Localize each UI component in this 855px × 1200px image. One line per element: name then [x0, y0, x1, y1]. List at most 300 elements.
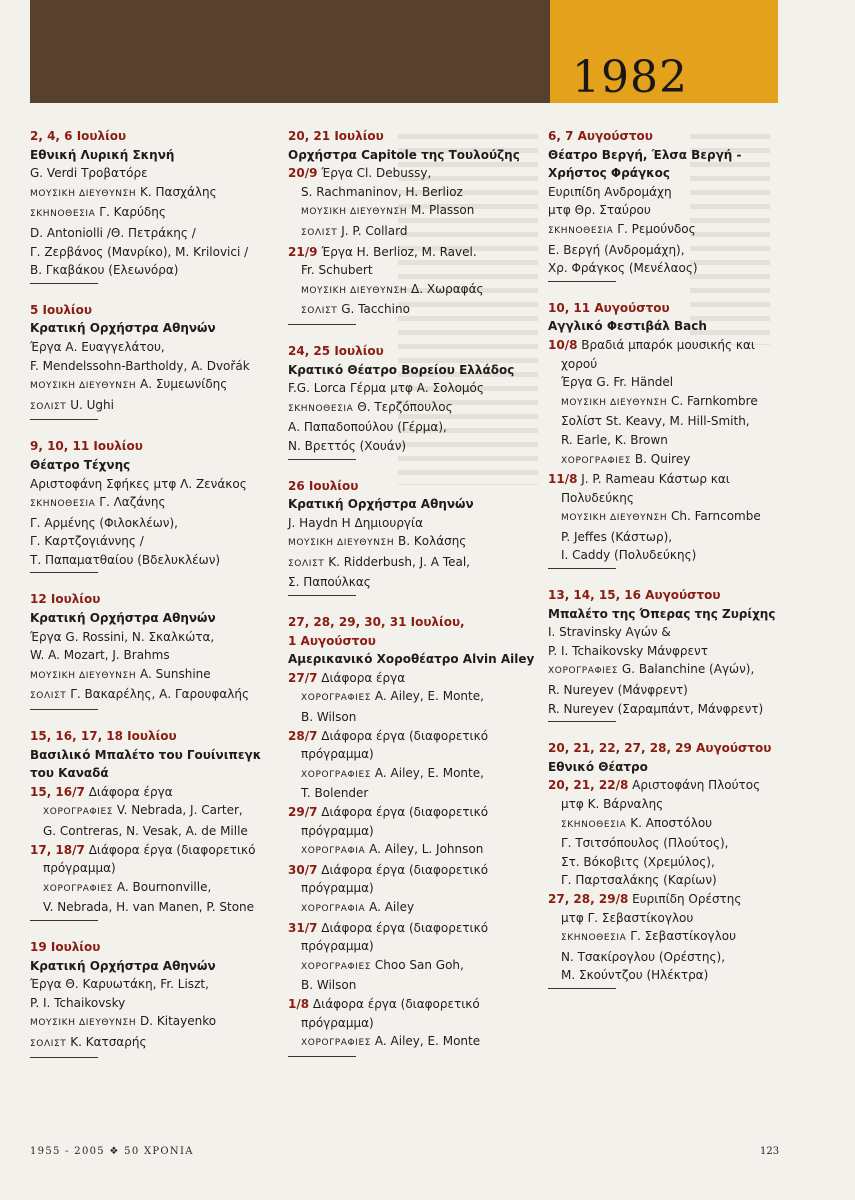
event-detail-line [30, 396, 292, 417]
event-detail-line [288, 201, 550, 222]
event-detail-line [30, 975, 292, 994]
event-detail-line [288, 573, 550, 592]
credit-text: M. Plasson [411, 203, 475, 218]
event-divider [30, 283, 98, 284]
credit-text: F.G. Lorca Γέρμα μτφ Α. Σολομός [288, 381, 484, 396]
credit-text: μτφ Κ. Βάρναλης [561, 797, 664, 811]
performance-date: 30/7 [288, 862, 318, 877]
credit-role-label: ΣΟΛΙΣΤ [301, 227, 338, 238]
credit-text: P. I. Tchaikovsky [30, 995, 126, 1010]
event-detail-line [548, 927, 810, 948]
event-title: Θέατρο Βεργή, Έλσα Βεργή - [548, 147, 742, 162]
event-detail-line [548, 660, 810, 681]
event-entry [30, 437, 292, 573]
credit-text: πρόγραμμα) [301, 939, 374, 954]
credit-text: Σ. Παπούλκας [288, 575, 371, 590]
event-title: Εθνική Λυρική Σκηνή [30, 147, 175, 162]
credit-role-label: ΣΚΗΝΟΘΕΣΙΑ [561, 933, 627, 944]
event-detail-line [548, 853, 810, 872]
credit-text: V. Nebrada, H. van Manen, P. Stone [43, 900, 255, 915]
credit-text: Σολίστ St. Keavy, M. Hill-Smith, [561, 414, 750, 429]
credit-role-label: ΧΟΡΟΓΡΑΦΙΕΣ [548, 666, 619, 677]
column-2 [288, 127, 550, 1074]
event-detail-line [288, 261, 550, 280]
event-detail-line [548, 546, 810, 565]
credit-text: Κ. Κατσαρής [70, 1034, 147, 1049]
performance-date: 10/8 [548, 337, 578, 352]
event-detail-line [548, 392, 810, 413]
credit-text: R. Nureyev (Σαραμπάντ, Μάνφρεντ) [548, 701, 764, 716]
credit-text: Έργα Θ. Καρυωτάκη, Fr. Liszt, [30, 977, 209, 992]
event-detail-line [548, 431, 810, 450]
event-detail-line [288, 784, 550, 803]
event-detail-line [288, 280, 550, 301]
event-detail-line [30, 859, 292, 878]
credit-text: I. Caddy (Πολυδεύκης) [561, 548, 697, 563]
event-detail-line [548, 814, 810, 835]
event-detail-line [548, 183, 810, 202]
event-detail-line [288, 379, 550, 398]
event-divider [548, 988, 616, 989]
event-detail-line [30, 243, 292, 262]
credit-text: μτφ Γ. Σεβαστίκογλου [561, 910, 694, 925]
event-entry [30, 301, 292, 421]
event-detail-line [288, 553, 550, 574]
event-date: 12 Ιουλίου [30, 592, 101, 607]
credit-role-label: ΧΟΡΟΓΡΑΦΙΕΣ [43, 883, 114, 894]
credit-text: J. Haydn Η Δημιουργία [288, 515, 424, 530]
credit-text: A. Ailey, E. Monte, [374, 689, 484, 704]
event-title: Θέατρο Τέχνης [30, 457, 131, 472]
credit-text: Διάφορα έργα (διαφορετικό [321, 920, 489, 935]
event-divider [30, 709, 98, 710]
credit-text: R. Nureyev (Μάνφρεντ) [548, 683, 688, 698]
event-detail-line [288, 879, 550, 898]
event-detail-line [30, 164, 292, 183]
event-detail-line [30, 224, 292, 243]
event-divider [548, 721, 616, 722]
credit-text: χορού [561, 356, 598, 371]
credit-role-label: ΧΟΡΟΓΡΑΦΙΑ [301, 903, 366, 914]
event-detail-line [548, 909, 810, 928]
credit-text: Choo San Goh, [374, 957, 464, 972]
event-title: Αμερικανικό Χοροθέατρο Alvin Ailey [288, 652, 535, 667]
event-date: 5 Ιουλίου [30, 302, 92, 317]
performance-date: 20, 21, 22/8 [548, 778, 629, 793]
event-detail-line [548, 642, 810, 661]
credit-text: S. Rachmaninov, H. Berlioz [301, 184, 463, 199]
credit-role-label: ΜΟΥΣΙΚΗ ΔΙΕΥΘΥΝΣΗ [561, 513, 668, 524]
event-detail-line [30, 646, 292, 665]
event-detail-line [548, 201, 810, 220]
event-entry [30, 938, 292, 1058]
event-title: Κρατική Ορχήστρα Αθηνών [30, 958, 216, 973]
event-detail-line [548, 220, 810, 241]
event-detail-line [30, 551, 292, 570]
event-detail-line [30, 514, 292, 533]
event-entry [30, 127, 292, 284]
credit-text: F. Mendelssohn-Bartholdy, A. Dvořák [30, 358, 250, 373]
performance-date: 17, 18/7 [30, 842, 85, 857]
event-detail-line [30, 357, 292, 376]
credit-text: Μ. Σκούντζου (Ηλέκτρα) [561, 968, 709, 983]
event-title: Κρατική Ορχήστρα Αθηνών [30, 321, 216, 336]
credit-text: Θ. Τερζόπουλος [357, 399, 453, 414]
credit-role-label: ΜΟΥΣΙΚΗ ΔΙΕΥΘΥΝΣΗ [301, 207, 408, 218]
event-detail-line [30, 783, 292, 802]
event-divider [30, 920, 98, 921]
event-date: 13, 14, 15, 16 Αυγούστου [548, 588, 721, 603]
credit-text: Διάφορα έργα (διαφορετικό [312, 996, 480, 1011]
event-detail-line [30, 841, 292, 860]
credit-role-label: ΧΟΡΟΓΡΑΦΙΕΣ [561, 455, 632, 466]
credit-text: Χρ. Φράγκος (Μενέλαος) [548, 261, 698, 276]
event-detail-line [548, 336, 810, 355]
event-detail-line [548, 871, 810, 890]
credit-text: D. Kitayenko [140, 1014, 217, 1029]
credit-text: Γ. Βακαρέλης, Α. Γαρουφαλής [70, 687, 250, 702]
event-detail-line [288, 418, 550, 437]
event-detail-line [30, 183, 292, 204]
credit-role-label: ΧΟΡΟΓΡΑΦΙΕΣ [301, 1038, 372, 1049]
event-divider [30, 1057, 98, 1058]
credit-text: R. Earle, K. Brown [561, 432, 668, 447]
event-detail-line [548, 681, 810, 700]
event-detail-line [548, 966, 810, 985]
event-detail-line [30, 628, 292, 647]
credit-text: I. Stravinsky Αγών & [548, 625, 671, 640]
performance-date: 21/9 [288, 244, 318, 259]
event-detail-line [288, 669, 550, 688]
event-detail-line [288, 995, 550, 1014]
credit-text: A. Ailey, L. Johnson [369, 842, 484, 857]
event-date: 24, 25 Ιουλίου [288, 343, 384, 358]
performance-date: 28/7 [288, 728, 318, 743]
credit-text: μτφ Θρ. Σταύρου [548, 203, 651, 218]
credit-role-label: ΧΟΡΟΓΡΑΦΙΑ [301, 846, 366, 857]
event-detail-line [548, 700, 810, 719]
event-detail-line [288, 1014, 550, 1033]
credit-text: G. Balanchine (Αγών), [621, 662, 755, 677]
event-detail-line [30, 801, 292, 822]
credit-role-label: ΣΟΛΙΣΤ [30, 691, 67, 702]
credit-text: Γ. Ρεμούνδος [617, 221, 696, 236]
event-divider [548, 281, 616, 282]
event-detail-line [288, 708, 550, 727]
event-date: 27, 28, 29, 30, 31 Ιουλίου, [288, 615, 465, 630]
event-detail-line [288, 745, 550, 764]
credit-text: Α. Παπαδοπούλου (Γέρμα), [288, 420, 447, 435]
credit-text: J. P. Collard [341, 223, 408, 238]
event-title: Εθνικό Θέατρο [548, 759, 648, 774]
event-entry [288, 127, 550, 325]
event-detail-line [288, 243, 550, 262]
event-detail-line [548, 623, 810, 642]
event-date: 15, 16, 17, 18 Ιουλίου [30, 729, 177, 744]
event-detail-line [30, 493, 292, 514]
credit-text: B. Quirey [634, 451, 691, 466]
event-detail-line [30, 898, 292, 917]
performance-date: 20/9 [288, 166, 318, 181]
credit-role-label: ΜΟΥΣΙΚΗ ΔΙΕΥΘΥΝΣΗ [288, 538, 395, 549]
credit-text: Διάφορα έργα [321, 670, 406, 685]
event-date: 10, 11 Αυγούστου [548, 300, 670, 315]
event-title: Αγγλικό Φεστιβάλ Bach [548, 319, 707, 334]
credit-text: P. Jeffes (Κάστωρ), [561, 529, 673, 544]
credit-role-label: ΣΟΛΙΣΤ [30, 401, 67, 412]
event-detail-line [288, 898, 550, 919]
event-detail-line [548, 489, 810, 508]
event-detail-line [288, 687, 550, 708]
credit-text: πρόγραμμα) [301, 1015, 374, 1030]
credit-text: B. Wilson [301, 710, 357, 725]
credit-role-label: ΜΟΥΣΙΚΗ ΔΙΕΥΘΥΝΣΗ [30, 188, 137, 199]
event-detail-line [288, 976, 550, 995]
credit-role-label: ΣΚΗΝΟΘΕΣΙΑ [561, 819, 627, 830]
credit-role-label: ΧΟΡΟΓΡΑΦΙΕΣ [301, 961, 372, 972]
credit-text: B. Wilson [301, 978, 357, 993]
event-detail-line [288, 861, 550, 880]
performance-date: 11/8 [548, 472, 578, 487]
event-detail-line [30, 261, 292, 280]
credit-role-label: ΜΟΥΣΙΚΗ ΔΙΕΥΘΥΝΣΗ [301, 285, 408, 296]
event-entry [548, 127, 810, 282]
credit-text: Διάφορα έργα (διαφορετικό [321, 862, 489, 877]
credit-role-label: ΜΟΥΣΙΚΗ ΔΙΕΥΘΥΝΣΗ [561, 397, 668, 408]
event-entry [30, 727, 292, 921]
credit-text: G. Contreras, N. Vesak, A. de Mille [43, 824, 248, 838]
credit-text: A. Bournonville, [116, 879, 212, 894]
event-date: 26 Ιουλίου [288, 478, 359, 493]
event-entry [548, 739, 810, 989]
event-divider [30, 419, 98, 420]
credit-text: Ν. Τσακίρογλου (Ορέστης), [561, 949, 726, 964]
event-detail-line [30, 1012, 292, 1033]
credit-text: Ε. Βεργή (Ανδρομάχη), [548, 242, 685, 257]
event-detail-line [548, 241, 810, 260]
event-detail-line [288, 956, 550, 977]
event-title: Μπαλέτο της Όπερας της Ζυρίχης [548, 606, 776, 621]
event-detail-line [548, 795, 810, 814]
event-detail-line [288, 937, 550, 956]
performance-date: 27, 28, 29/8 [548, 891, 629, 906]
credit-role-label: ΣΚΗΝΟΘΕΣΙΑ [288, 403, 354, 414]
event-detail-line [288, 514, 550, 533]
credit-text: Ευριπίδη Ανδρομάχη [548, 184, 672, 199]
credit-text: P. I. Tchaikovsky Μάνφρεντ [548, 643, 708, 658]
event-detail-line [548, 470, 810, 489]
performance-date: 29/7 [288, 805, 318, 819]
credit-role-label: ΣΚΗΝΟΘΕΣΙΑ [30, 499, 96, 510]
credit-text: Α. Συμεωνίδης [140, 377, 228, 392]
event-detail-line [288, 437, 550, 456]
event-entry [548, 586, 810, 722]
credit-text: A. Ailey, E. Monte, [374, 765, 484, 780]
credit-text: Γ. Λαζάνης [99, 495, 166, 510]
event-detail-line [548, 450, 810, 471]
event-detail-line [288, 398, 550, 419]
credit-text: πρόγραμμα) [43, 861, 116, 876]
event-detail-line [30, 1033, 292, 1054]
credit-text: Γ. Αρμένης (Φιλοκλέων), [30, 515, 178, 530]
event-divider [288, 1056, 356, 1057]
event-detail-line [30, 338, 292, 357]
event-entry [548, 299, 810, 569]
credit-role-label: ΣΟΛΙΣΤ [288, 558, 325, 569]
credit-text: Γ. Σεβαστίκογλου [630, 929, 737, 944]
event-detail-line [30, 532, 292, 551]
credit-role-label: ΧΟΡΟΓΡΑΦΙΕΣ [43, 807, 114, 818]
credit-text: G. Tacchino [341, 302, 410, 317]
credit-role-label: ΜΟΥΣΙΚΗ ΔΙΕΥΘΥΝΣΗ [30, 670, 137, 681]
credit-text: Διάφορα έργα (διαφορετικό [321, 728, 489, 743]
event-date: 6, 7 Αυγούστου [548, 129, 653, 143]
event-detail-line [548, 355, 810, 374]
event-detail-line [30, 475, 292, 494]
credit-text: K. Ridderbush, J. A Teal, [328, 554, 470, 569]
credit-text: Fr. Schubert [301, 263, 373, 278]
credit-text: Στ. Βόκοβιτς (Χρεμύλος), [561, 854, 715, 869]
credit-text: Ch. Farncombe [671, 509, 761, 524]
credit-text: Γ. Παρτσαλάκης (Καρίων) [561, 873, 717, 888]
event-detail-line [30, 203, 292, 224]
event-detail-line [548, 412, 810, 431]
event-detail-line [288, 222, 550, 243]
credit-text: πρόγραμμα) [301, 747, 374, 762]
event-title-continued: Χρήστος Φράγκος [548, 166, 671, 181]
credit-text: Πολυδεύκης [561, 490, 634, 505]
event-detail-line [30, 665, 292, 686]
credit-text: Έργα G. Rossini, Ν. Σκαλκώτα, [30, 629, 215, 644]
credit-role-label: ΜΟΥΣΙΚΗ ΔΙΕΥΘΥΝΣΗ [30, 381, 137, 392]
event-detail-line [548, 259, 810, 278]
credit-text: W. A. Mozart, J. Brahms [30, 648, 170, 663]
event-divider [30, 572, 98, 573]
credit-text: D. Antoniolli /Θ. Πετράκης / [30, 225, 196, 240]
credit-text: Ευριπίδη Ορέστης [632, 891, 742, 906]
event-title: Βασιλικό Μπαλέτο του Γουίνιπεγκ [30, 747, 262, 762]
credit-text: Β. Γκαβάκου (Ελεωνόρα) [30, 263, 179, 278]
credit-text: J. P. Rameau Κάστωρ και [581, 472, 730, 487]
event-divider [288, 595, 356, 596]
event-detail-line [288, 532, 550, 553]
event-detail-line [548, 834, 810, 853]
credit-text: Έργα G. Fr. Händel [561, 375, 674, 390]
credit-role-label: ΣΟΛΙΣΤ [30, 1038, 67, 1049]
credit-text: Αριστοφάνη Σφήκες μτφ Λ. Ζενάκος [30, 476, 247, 491]
credit-text: Έργα Α. Ευαγγελάτου, [30, 339, 165, 354]
event-date: 2, 4, 6 Ιουλίου [30, 129, 127, 143]
credit-text: A. Ailey, E. Monte [374, 1034, 481, 1049]
credit-text: U. Ughi [70, 397, 114, 412]
event-entry [288, 477, 550, 597]
event-entry [288, 613, 550, 1057]
credit-text: Διάφορα έργα (διαφορετικό [321, 805, 489, 819]
credit-text: Γ. Καρύδης [99, 205, 166, 220]
page-number: 123 [760, 1146, 780, 1157]
footer-series-title: 1955 - 2005 ❖ 50 ΧΡΟΝΙΑ [30, 1146, 194, 1157]
event-detail-line [548, 528, 810, 547]
event-title-continued: του Καναδά [30, 766, 109, 781]
event-detail-line [30, 822, 292, 841]
event-detail-line [288, 183, 550, 202]
credit-text: Διάφορα έργα (διαφορετικό [88, 842, 256, 857]
event-title: Κρατικό Θέατρο Βορείου Ελλάδος [288, 362, 515, 377]
performance-date: 31/7 [288, 920, 318, 935]
credit-text: πρόγραμμα) [301, 823, 374, 838]
event-date: 20, 21 Ιουλίου [288, 129, 384, 143]
credit-text: G. Verdi Τροβατόρε [30, 166, 148, 181]
credit-text: Γ. Καρτζογιάννης / [30, 534, 144, 549]
event-entry [288, 342, 550, 460]
credit-text: Αριστοφάνη Πλούτος [632, 778, 761, 793]
event-detail-line [548, 890, 810, 909]
credit-text: Κ. Πασχάλης [140, 184, 217, 199]
column-1 [30, 127, 292, 1075]
event-detail-line [288, 300, 550, 321]
event-date: 19 Ιουλίου [30, 939, 101, 954]
credit-text: Τ. Παπαματθαίου (Βδελυκλέων) [30, 552, 221, 567]
credit-role-label: ΧΟΡΟΓΡΑΦΙΕΣ [301, 693, 372, 704]
header-band-brown [30, 0, 550, 103]
event-title: Κρατική Ορχήστρα Αθηνών [30, 611, 216, 626]
year-heading: 1982 [572, 52, 688, 103]
event-detail-line [288, 803, 550, 822]
event-detail-line [30, 994, 292, 1013]
event-detail-line [30, 878, 292, 899]
credit-text: T. Bolender [301, 786, 369, 801]
event-title: Ορχήστρα Capitole της Τουλούζης [288, 147, 520, 162]
credit-text: Ν. Βρεττός (Χουάν) [288, 438, 407, 453]
event-detail-line [548, 507, 810, 528]
event-date: 9, 10, 11 Ιουλίου [30, 439, 143, 454]
credit-text: Έργα H. Berlioz, M. Ravel. [321, 244, 477, 259]
credit-text: πρόγραμμα) [301, 881, 374, 896]
credit-role-label: ΜΟΥΣΙΚΗ ΔΙΕΥΘΥΝΣΗ [30, 1018, 137, 1029]
credit-text: Γ. Τσιτσόπουλος (Πλούτος), [561, 836, 729, 851]
event-title: Κρατική Ορχήστρα Αθηνών [288, 497, 474, 512]
column-3 [548, 127, 810, 1006]
event-detail-line [548, 776, 810, 795]
event-detail-line [548, 373, 810, 392]
event-detail-line [30, 375, 292, 396]
event-detail-line [288, 727, 550, 746]
credit-text: Γ. Ζερβάνος (Μανρίκο), M. Krilovici / [30, 244, 249, 259]
event-detail-line [548, 948, 810, 967]
event-entry [30, 590, 292, 710]
credit-role-label: ΣΟΛΙΣΤ [301, 306, 338, 317]
event-date: 20, 21, 22, 27, 28, 29 Αυγούστου [548, 741, 772, 756]
credit-role-label: ΣΚΗΝΟΘΕΣΙΑ [548, 225, 614, 236]
credit-text: Κ. Αποστόλου [630, 815, 713, 830]
event-divider [548, 568, 616, 569]
credit-text: Βραδιά μπαρόκ μουσικής και [581, 337, 755, 352]
event-detail-line [288, 840, 550, 861]
performance-date: 1/8 [288, 996, 310, 1011]
event-detail-line [288, 1032, 550, 1053]
event-divider [288, 324, 356, 325]
credit-text: Διάφορα έργα [88, 784, 173, 799]
credit-text: C. Farnkombre [671, 393, 758, 408]
performance-date: 27/7 [288, 670, 318, 685]
event-detail-line [30, 685, 292, 706]
event-detail-line [288, 164, 550, 183]
credit-text: A. Sunshine [140, 666, 211, 681]
performance-date: 15, 16/7 [30, 784, 85, 799]
credit-role-label: ΧΟΡΟΓΡΑΦΙΕΣ [301, 769, 372, 780]
credit-text: Β. Κολάσης [398, 534, 467, 549]
event-date-continued: 1 Αυγούστου [288, 633, 376, 648]
